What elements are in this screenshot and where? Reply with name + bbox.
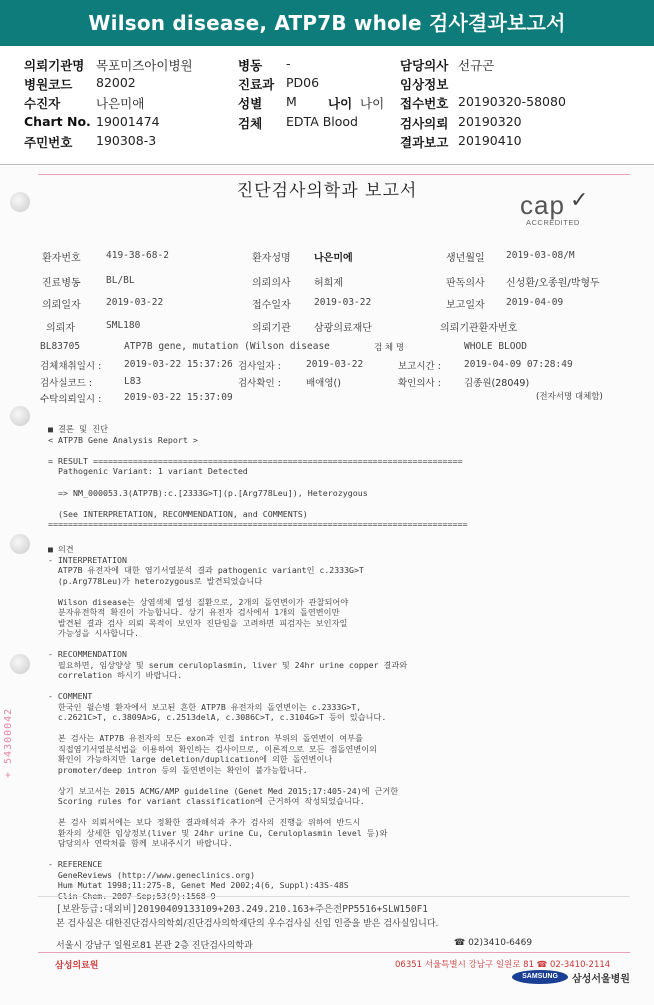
binder-hole <box>10 534 30 554</box>
patient-name-label: 환자성명 <box>252 253 291 264</box>
certification-line: 본 검사실은 대한진단검사의학회/진단검사의학재단의 우수검사실 신임 인증을 받은 검사실입니다. <box>56 919 439 929</box>
report-date-value: 2019-04-09 <box>506 297 564 308</box>
bottom-divider <box>38 896 630 897</box>
lab-address: 서울시 강남구 일원로81 본관 2층 진단검사의학과 <box>56 941 253 951</box>
report-time-label: 보고시간 : <box>398 361 441 372</box>
ward-label: 진료병동 <box>42 278 81 289</box>
header-row <box>0 133 654 153</box>
resident-id-label: 주민번호 <box>24 135 73 150</box>
sex-value: M <box>286 94 297 109</box>
age-label: 나이 <box>328 96 353 111</box>
receipt-date-value: 2019-03-22 <box>314 297 372 308</box>
patient-name-value: 나은미에 <box>314 253 353 264</box>
lab-code-value: L83 <box>124 376 142 387</box>
header-info <box>0 52 654 160</box>
header-row <box>0 94 654 114</box>
hospital-code-value: 82002 <box>96 75 136 90</box>
test-name: ATP7B gene, mutation (Wilson disease <box>124 341 330 352</box>
receipt-number-label: 접수번호 <box>400 96 449 111</box>
request-date-label: 의뢰일자 <box>42 300 81 311</box>
requester-label: 의뢰자 <box>46 323 75 334</box>
department-label: 진료과 <box>238 77 275 92</box>
security-line: [보완등급:대외비]20190409133109+203.249.210.163+주은전PP5516+SLW150F1 <box>56 904 429 915</box>
scanned-report <box>0 166 654 1005</box>
collection-time-value: 2019-03-22 15:37:26 <box>124 359 233 370</box>
report-banner-title: Wilson disease, ATP7B whole 검사결과보고서 <box>0 0 654 46</box>
cap-logo-subtext: ACCREDITED <box>526 218 580 227</box>
birthdate-label: 생년월일 <box>446 253 485 264</box>
physician-value: 선규곤 <box>458 58 495 73</box>
side-serial-number: + 54300042 <box>3 707 14 778</box>
lab-phone: ☎ 02)3410-6469 <box>454 938 533 948</box>
test-verify-value: 배애영() <box>306 378 341 389</box>
report-time-value: 2019-04-09 07:28:49 <box>464 359 573 370</box>
footer <box>0 956 654 985</box>
header-row <box>0 75 654 95</box>
test-request-label: 검사의뢰 <box>400 116 449 131</box>
specimen-name-value: WHOLE BLOOD <box>464 341 527 352</box>
lab-code-label: 검사실코드 : <box>40 378 93 389</box>
ward-value: - <box>286 56 291 71</box>
chart-no-label: Chart No. <box>24 114 91 129</box>
footer-line <box>38 952 630 953</box>
requesting-hospital-label: 의뢰기관명 <box>24 58 85 73</box>
department-value: PD06 <box>286 75 320 90</box>
institution-patient-number-label: 의뢰기관환자번호 <box>440 323 518 334</box>
confirm-doctor-value: 김종원(28049) <box>464 378 530 389</box>
receipt-date-label: 접수일자 <box>252 300 291 311</box>
hospital-code-label: 병원코드 <box>24 77 73 92</box>
result-section: ■ 결론 및 진단 < ATP7B Gene Analysis Report > = RESULT ========================================================================== Pathogenic Variant: 1 variant Detected => NM_000053.3(ATP7B):c.[2333G>T](p.[Arg778Leu]), Heterozygous (See INTERPRETATION, RECOMMENDATION, and COMMENTS) ==================================================================================== <box>48 424 468 530</box>
specimen-name-label: 검 체 명 <box>374 343 405 353</box>
patient-label: 수진자 <box>24 96 61 111</box>
chart-no-value: 19001474 <box>96 114 160 129</box>
reading-doctor-label: 판독의사 <box>446 278 485 289</box>
footer-address: 06351 서울특별시 강남구 일원로 81 ☎ 02-3410-2114 <box>395 960 611 970</box>
ward-value: BL/BL <box>106 275 135 286</box>
patient-number-value: 419-38-68-2 <box>106 250 169 261</box>
requesting-institution-label: 의뢰기관 <box>252 323 291 334</box>
test-request-value: 20190320 <box>458 114 522 129</box>
footer-org: 삼성의료원 <box>55 961 99 971</box>
samsung-logo: SAMSUNG <box>512 970 568 984</box>
reading-doctor-value: 신성환/오종원/박형두 <box>506 278 600 289</box>
test-verify-label: 검사확인 : <box>238 378 281 389</box>
binder-hole <box>10 406 30 426</box>
clinical-info-label: 임상정보 <box>400 77 449 92</box>
specimen-label: 검체 <box>238 116 263 131</box>
test-code: BL83705 <box>40 341 81 352</box>
patient-value: 나은미애 <box>96 96 145 111</box>
header-row <box>0 114 654 134</box>
opinion-section: ■ 의견 - INTERPRETATION ATP7B 유전자에 대한 염기서열분석 결과 pathogenic variant인 c.2333G>T (p.Arg778Leu)가 heterozygous로 발견되었습니다 Wilson disease는 상염색체 열성 질환으로, 2개의 돌연변이가 관찰되어야 분자유전학적 확진이 가능합니다. 상기 유전자 검사에서 1개의 돌연변이만 발견된 결과 검사 의뢰 목적이 보인자 진단임을 고려하면 피검자는 보인자일 가능성을 시사합니다. - RECOMMENDATION 필요하면, 임상양상 및 serum ceruloplasmin, liver 및 24hr urine copper 결과와 correlation 하시기 바랍니다. - COMMENT 한국인 윌슨병 환자에서 보고된 흔한 ATP7B 유전자의 돌연변이는 c.2333G>T, c.2621C>T, c.3809A>G, c.2513delA, c.3086C>T, c.3104G>T 등이 있습니다. 본 검사는 ATP7B 유전자의 모든 exon과 인접 intron 부위의 돌연변이 여부를 직접염기서열분석법을 이용하여 확인하는 검사이므로, 이론적으로 모든 점돌연변이의 확인이 가능하지만 large deletion/duplication에 의한 돌연변이나 promoter/deep intron 등의 돌연변이는 확인이 불가능합니다. 상기 보고서는 2015 ACMG/AMP guideline (Genet Med 2015;17:405-24)에 근거한 Scoring rules for variant classification에 근거하여 작성되었습니다. 본 검사 의뢰서에는 보다 정확한 결과해석과 추가 검사의 진행을 위하여 반드시 환자의 상세한 임상정보(liver 및 24hr urine Cu, Ceruloplasmin level 등)와 담당의사 연락처를 함께 보내주시기 바랍니다. - REFERENCE GeneReviews (http://www.geneclinics.org) Hum Mutat 1998;11:275-8, Genet Med 2002;4(6, Suppl):43S-48S Clin Chem. 2007 Sep;53(9):1568-9 <box>48 544 408 901</box>
binder-hole <box>10 654 30 674</box>
test-date-label: 검사일자 : <box>238 361 281 372</box>
header-divider <box>0 164 654 165</box>
resident-id-value: 190308-3 <box>96 133 157 148</box>
header-row <box>0 56 654 76</box>
test-date-value: 2019-03-22 <box>306 359 364 370</box>
requesting-doctor-value: 허희제 <box>314 278 343 289</box>
requesting-institution-value: 삼광의료재단 <box>314 323 372 334</box>
result-report-value: 20190410 <box>458 133 522 148</box>
birthdate-value: 2019-03-08/M <box>506 250 575 261</box>
receipt-time-value: 2019-03-22 15:37:09 <box>124 392 233 403</box>
age-value: 나이 <box>360 96 385 111</box>
receipt-time-label: 수탁의뢰일시 : <box>40 394 102 405</box>
confirm-doctor-label: 확인의사 : <box>398 378 441 389</box>
result-report-label: 결과보고 <box>400 135 449 150</box>
sex-label: 성별 <box>238 96 263 111</box>
electronic-signature-note: (전자서명 대체함) <box>536 392 603 402</box>
top-border-line <box>38 174 630 175</box>
physician-label: 담당의사 <box>400 58 449 73</box>
cap-logo-text: cap <box>520 190 565 220</box>
cap-accredited-logo <box>520 188 600 228</box>
receipt-number-value: 20190320-58080 <box>458 94 566 109</box>
report-date-label: 보고일자 <box>446 300 485 311</box>
collection-time-label: 검체채취일시 : <box>40 361 102 372</box>
ward-label: 병동 <box>238 58 263 73</box>
specimen-value: EDTA Blood <box>286 114 358 129</box>
requesting-hospital-value: 목포미즈아이병원 <box>96 58 193 73</box>
requester-value: SML180 <box>106 320 141 331</box>
request-date-value: 2019-03-22 <box>106 297 164 308</box>
hospital-name: 삼성서울병원 <box>572 974 630 985</box>
requesting-doctor-label: 의뢰의사 <box>252 278 291 289</box>
report-title: 진단검사의학과 보고서 <box>236 181 418 201</box>
checkmark-icon: ✓ <box>570 188 589 213</box>
patient-number-label: 환자번호 <box>42 253 81 264</box>
